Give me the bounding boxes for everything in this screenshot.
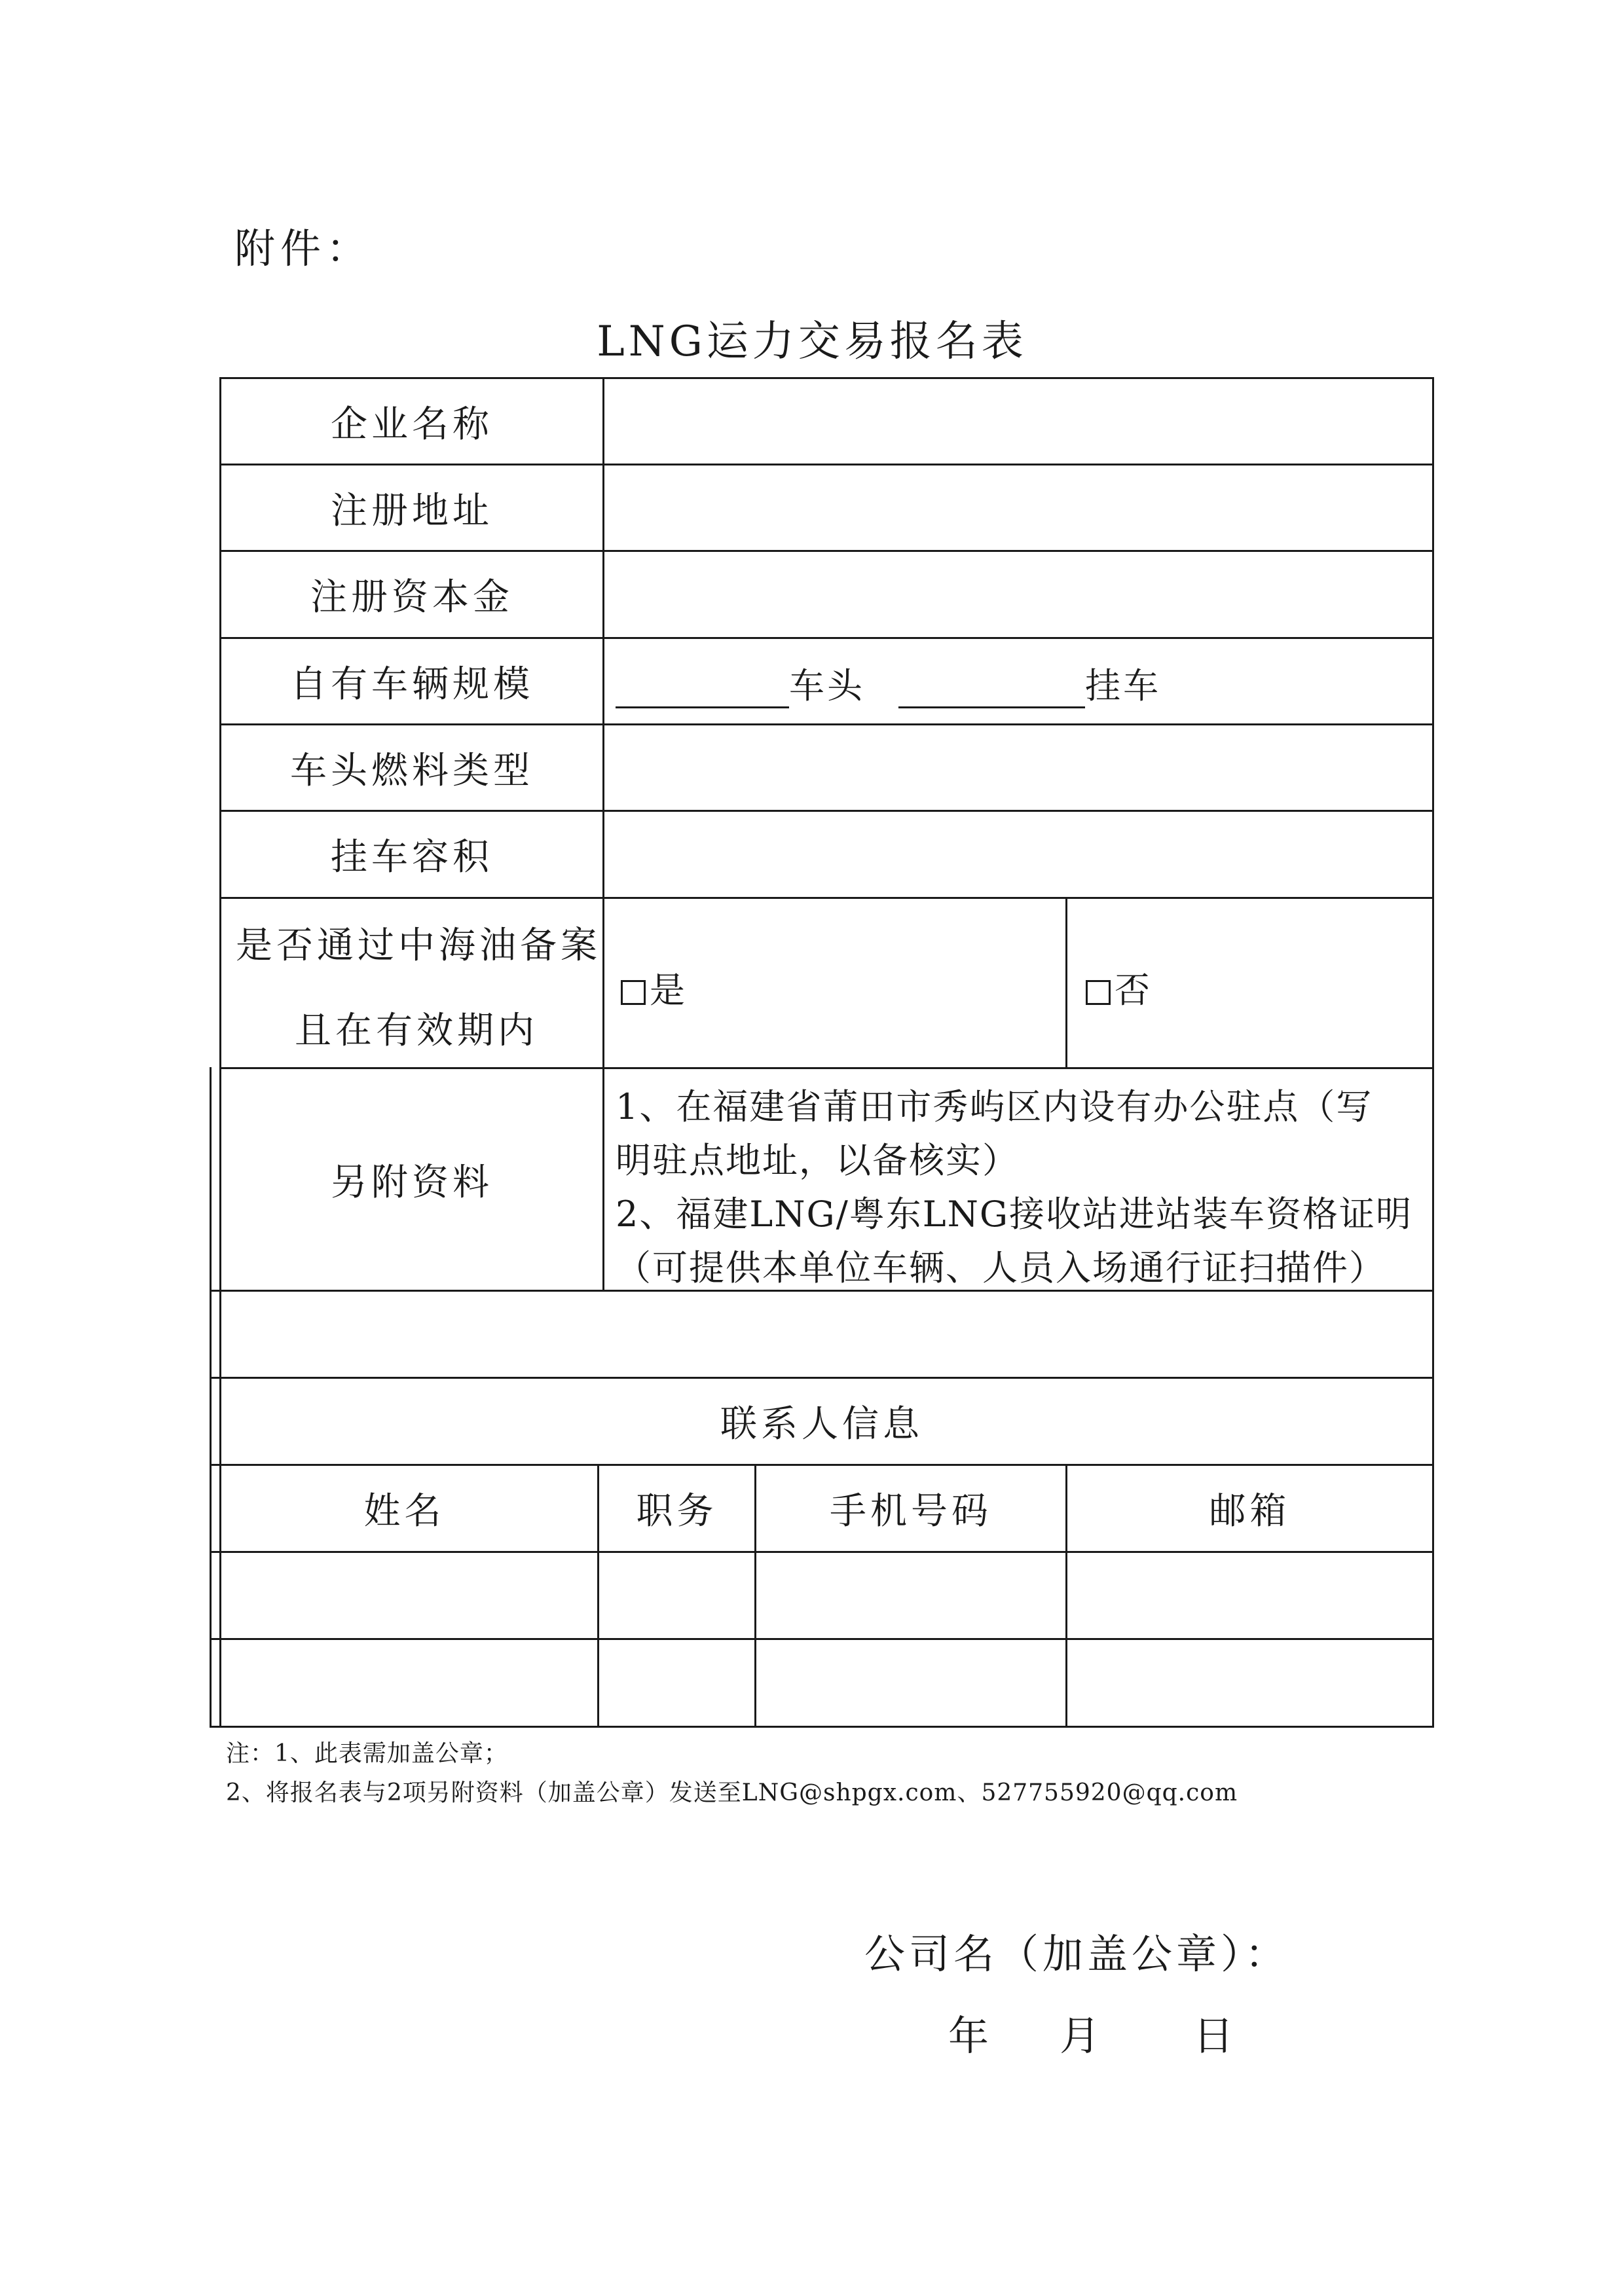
no-option[interactable] xyxy=(1086,962,1150,1013)
tractor-fuel-field[interactable] xyxy=(604,725,1432,810)
contact-row-2-position[interactable] xyxy=(599,1640,754,1726)
company-name-label: 企业名称 xyxy=(331,403,493,446)
contact-row-1-name[interactable] xyxy=(212,1553,597,1638)
contact-row-1-phone[interactable] xyxy=(756,1553,1065,1638)
company-seal-label: 公司名（加盖公章）： xyxy=(864,1930,1290,1978)
attachments-label: 另附资料 xyxy=(331,1161,493,1204)
trailer-volume-field[interactable] xyxy=(604,812,1432,897)
contact-row-1-email[interactable] xyxy=(1067,1553,1432,1638)
note-line-1: 注：1、此表需加盖公章； xyxy=(226,1740,508,1767)
tractor-count-blank[interactable] xyxy=(616,674,789,708)
attachment-line-2: 明驻点地址，以备核实） xyxy=(616,1140,1019,1181)
yes-checkbox[interactable] xyxy=(621,980,646,1005)
contact-row-2-email[interactable] xyxy=(1067,1640,1432,1726)
registered-address-field[interactable] xyxy=(604,465,1432,550)
tractor-fuel-label: 车头燃料类型 xyxy=(290,749,534,792)
trailer-volume-label: 挂车容积 xyxy=(331,836,493,879)
yes-label: 是 xyxy=(650,970,685,1011)
note-line-2: 2、将报名表与2项另附资料（加盖公章）发送至LNG@shpgx.com、527755920@qq.com xyxy=(226,1779,1238,1806)
contact-header-phone: 手机号码 xyxy=(830,1490,992,1533)
form-title: LNG运力交易报名表 xyxy=(597,318,1027,366)
contact-section-title: 联系人信息 xyxy=(720,1403,923,1446)
contact-header-position: 职务 xyxy=(636,1490,718,1533)
contact-row-2-name[interactable] xyxy=(212,1640,597,1726)
attachment-line-4: （可提供本单位车辆、人员入场通行证扫描件） xyxy=(616,1247,1386,1288)
date-day: 日 xyxy=(1193,2012,1234,2060)
blank-row[interactable] xyxy=(212,1292,1432,1377)
date-month: 月 xyxy=(1060,2012,1101,2060)
registered-capital-label: 注册资本金 xyxy=(310,576,513,619)
attachment-line-1: 1、在福建省莆田市秀屿区内设有办公驻点（写 xyxy=(616,1086,1373,1127)
contact-row-1-position[interactable] xyxy=(599,1553,754,1638)
cnooc-filing-label-line1: 是否通过中海油备案 xyxy=(236,924,601,967)
own-vehicles-field xyxy=(616,658,1161,710)
no-checkbox[interactable] xyxy=(1086,980,1111,1005)
contact-header-email: 邮箱 xyxy=(1209,1490,1291,1533)
tractor-label: 车头 xyxy=(789,665,865,706)
contact-row-2-phone[interactable] xyxy=(756,1640,1065,1726)
yes-option[interactable] xyxy=(621,962,685,1013)
registered-address-label: 注册地址 xyxy=(331,489,493,532)
contact-header-name: 姓名 xyxy=(363,1490,445,1533)
attachment-label: 附件： xyxy=(234,225,373,272)
cnooc-filing-label-line2: 且在有效期内 xyxy=(295,1010,538,1052)
company-name-field[interactable] xyxy=(604,379,1432,464)
trailer-label: 挂车 xyxy=(1085,665,1162,706)
attachment-line-3: 2、福建LNG/粤东LNG接收站进站装车资格证明 xyxy=(616,1194,1413,1235)
registered-capital-field[interactable] xyxy=(604,552,1432,637)
date-year: 年 xyxy=(948,2012,989,2060)
no-label: 否 xyxy=(1115,970,1150,1011)
trailer-count-blank[interactable] xyxy=(898,674,1085,708)
own-vehicles-label: 自有车辆规模 xyxy=(290,663,534,706)
